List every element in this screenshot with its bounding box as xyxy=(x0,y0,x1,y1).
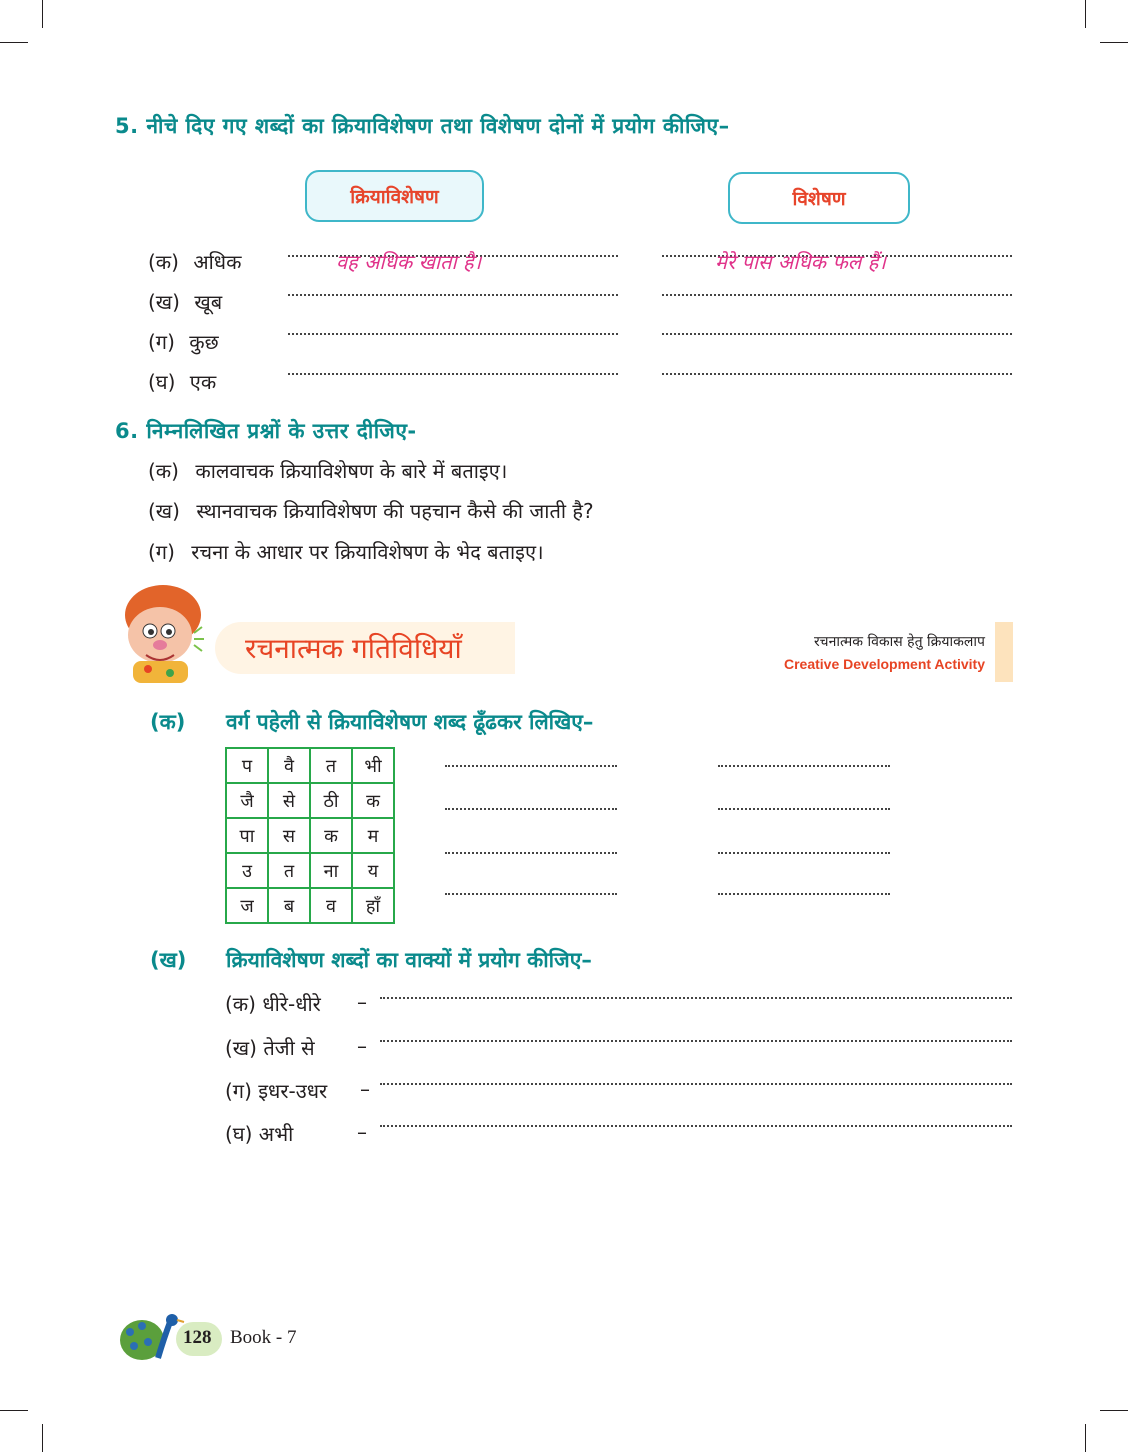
adverb-answer: वह अधिक खाता है। xyxy=(336,250,482,274)
answer-line[interactable] xyxy=(662,373,1012,375)
grid-cell[interactable]: ब xyxy=(268,888,310,923)
adjective-label-text: विशेषण xyxy=(792,188,846,210)
item-word: अधिक xyxy=(193,250,242,274)
answer-line[interactable] xyxy=(718,765,890,767)
answer-line[interactable] xyxy=(718,808,890,810)
answer-line[interactable] xyxy=(718,852,890,854)
grid-cell[interactable]: क xyxy=(352,783,394,818)
item-dash: – xyxy=(357,1120,367,1144)
activity-side-bar xyxy=(995,622,1013,682)
item-text: रचना के आधार पर क्रियाविशेषण के भेद बताइए। xyxy=(191,540,544,564)
answer-line[interactable] xyxy=(288,333,618,335)
q5-title: 5. नीचे दिए गए शब्दों का क्रियाविशेषण तथा विशेषण दोनों में प्रयोग कीजिए– xyxy=(115,114,730,138)
answer-line[interactable] xyxy=(288,373,618,375)
item-dash: – xyxy=(360,1077,370,1101)
item-word: खूब xyxy=(194,290,223,314)
grid-cell[interactable]: स xyxy=(268,818,310,853)
grid-cell[interactable]: वै xyxy=(268,748,310,783)
item-text: कालवाचक क्रियाविशेषण के बारे में बताइए। xyxy=(195,459,508,483)
item-marker: (ख) xyxy=(148,290,180,314)
item-word: अभी xyxy=(258,1122,294,1146)
adjective-label xyxy=(728,172,910,224)
word-puzzle-grid xyxy=(225,747,395,924)
crop-mark xyxy=(1100,1410,1128,1411)
grid-cell[interactable]: त xyxy=(268,853,310,888)
item-word: एक xyxy=(189,370,217,394)
grid-cell[interactable]: ठी xyxy=(310,783,352,818)
q5-item-c xyxy=(148,328,219,355)
grid-cell[interactable]: हाँ xyxy=(352,888,394,923)
grid-cell[interactable]: ना xyxy=(310,853,352,888)
item-marker: (क) xyxy=(148,250,179,274)
item-marker: (घ) xyxy=(148,370,176,394)
q5-item-a xyxy=(148,248,241,275)
item-marker: (क) xyxy=(148,459,179,483)
q6-item-c xyxy=(148,538,544,565)
q6-item-a xyxy=(148,457,507,484)
grid-cell[interactable]: म xyxy=(352,818,394,853)
grid-cell[interactable]: जै xyxy=(226,783,268,818)
adjective-answer: मेरे पास अधिक फल हैं। xyxy=(715,250,886,274)
answer-line[interactable] xyxy=(380,997,1012,999)
answer-line[interactable] xyxy=(445,852,617,854)
part-ka-title: वर्ग पहेली से क्रियाविशेषण शब्द ढूँढकर लिखिए– xyxy=(226,710,594,734)
answer-line[interactable] xyxy=(380,1040,1012,1042)
crop-mark xyxy=(1085,0,1086,28)
item-word: कुछ xyxy=(189,330,219,354)
activity-side-hindi: रचनात्मक विकास हेतु क्रियाकलाप xyxy=(813,634,985,650)
answer-line[interactable] xyxy=(718,893,890,895)
item-marker: (घ) xyxy=(225,1122,253,1146)
answer-line[interactable] xyxy=(445,893,617,895)
q6-item-b xyxy=(148,497,594,524)
q5-item-b xyxy=(148,288,222,315)
grid-cell[interactable]: व xyxy=(310,888,352,923)
answer-line[interactable] xyxy=(288,294,618,296)
grid-cell[interactable]: पा xyxy=(226,818,268,853)
item-marker: (ख) xyxy=(148,499,180,523)
crop-mark xyxy=(0,1410,28,1411)
crop-mark xyxy=(0,42,28,43)
sentence-item-b xyxy=(225,1034,315,1061)
item-marker: (ग) xyxy=(225,1079,252,1103)
grid-cell[interactable]: उ xyxy=(226,853,268,888)
crop-mark xyxy=(1085,1424,1086,1452)
item-dash: – xyxy=(357,990,367,1014)
answer-line[interactable] xyxy=(662,333,1012,335)
answer-line[interactable] xyxy=(380,1125,1012,1127)
item-marker: (क) xyxy=(225,992,256,1016)
crop-mark xyxy=(42,0,43,28)
boy-mascot-icon xyxy=(108,573,218,683)
item-dash: – xyxy=(357,1034,367,1058)
item-marker: (ग) xyxy=(148,330,175,354)
activity-side-english: Creative Development Activity xyxy=(784,656,985,672)
grid-cell[interactable]: क xyxy=(310,818,352,853)
book-label: Book - 7 xyxy=(230,1327,297,1348)
part-kha-marker: (ख) xyxy=(150,948,187,972)
item-word: धीरे-धीरे xyxy=(262,992,321,1016)
answer-line[interactable] xyxy=(662,294,1012,296)
sentence-item-c xyxy=(225,1077,327,1104)
grid-cell[interactable]: प xyxy=(226,748,268,783)
sentence-item-a xyxy=(225,990,321,1017)
item-word: इधर-उधर xyxy=(258,1079,328,1103)
grid-cell[interactable]: भी xyxy=(352,748,394,783)
q6-title: 6. निम्नलिखित प्रश्नों के उत्तर दीजिए- xyxy=(115,419,417,443)
answer-line[interactable] xyxy=(445,808,617,810)
sentence-item-d xyxy=(225,1120,293,1147)
crop-mark xyxy=(1100,42,1128,43)
answer-line[interactable] xyxy=(380,1083,1012,1085)
activity-banner-text: रचनात्मक गतिविधियाँ xyxy=(245,632,462,665)
grid-cell[interactable]: त xyxy=(310,748,352,783)
answer-line[interactable] xyxy=(445,765,617,767)
part-kha-title: क्रियाविशेषण शब्दों का वाक्यों में प्रयोग कीजिए– xyxy=(226,948,592,972)
grid-cell[interactable]: से xyxy=(268,783,310,818)
page-number: 128 xyxy=(183,1327,212,1348)
part-ka-marker: (क) xyxy=(150,710,186,734)
crop-mark xyxy=(42,1424,43,1452)
adverb-label xyxy=(305,170,484,222)
adverb-label-text: क्रियाविशेषण xyxy=(350,186,439,208)
item-word: तेजी से xyxy=(263,1036,315,1060)
item-marker: (ख) xyxy=(225,1036,257,1060)
grid-cell[interactable]: ज xyxy=(226,888,268,923)
q5-item-d xyxy=(148,368,216,395)
activity-banner xyxy=(215,622,515,674)
item-marker: (ग) xyxy=(148,540,175,564)
grid-cell[interactable]: य xyxy=(352,853,394,888)
item-text: स्थानवाचक क्रियाविशेषण की पहचान कैसे की जाती है? xyxy=(196,499,594,523)
